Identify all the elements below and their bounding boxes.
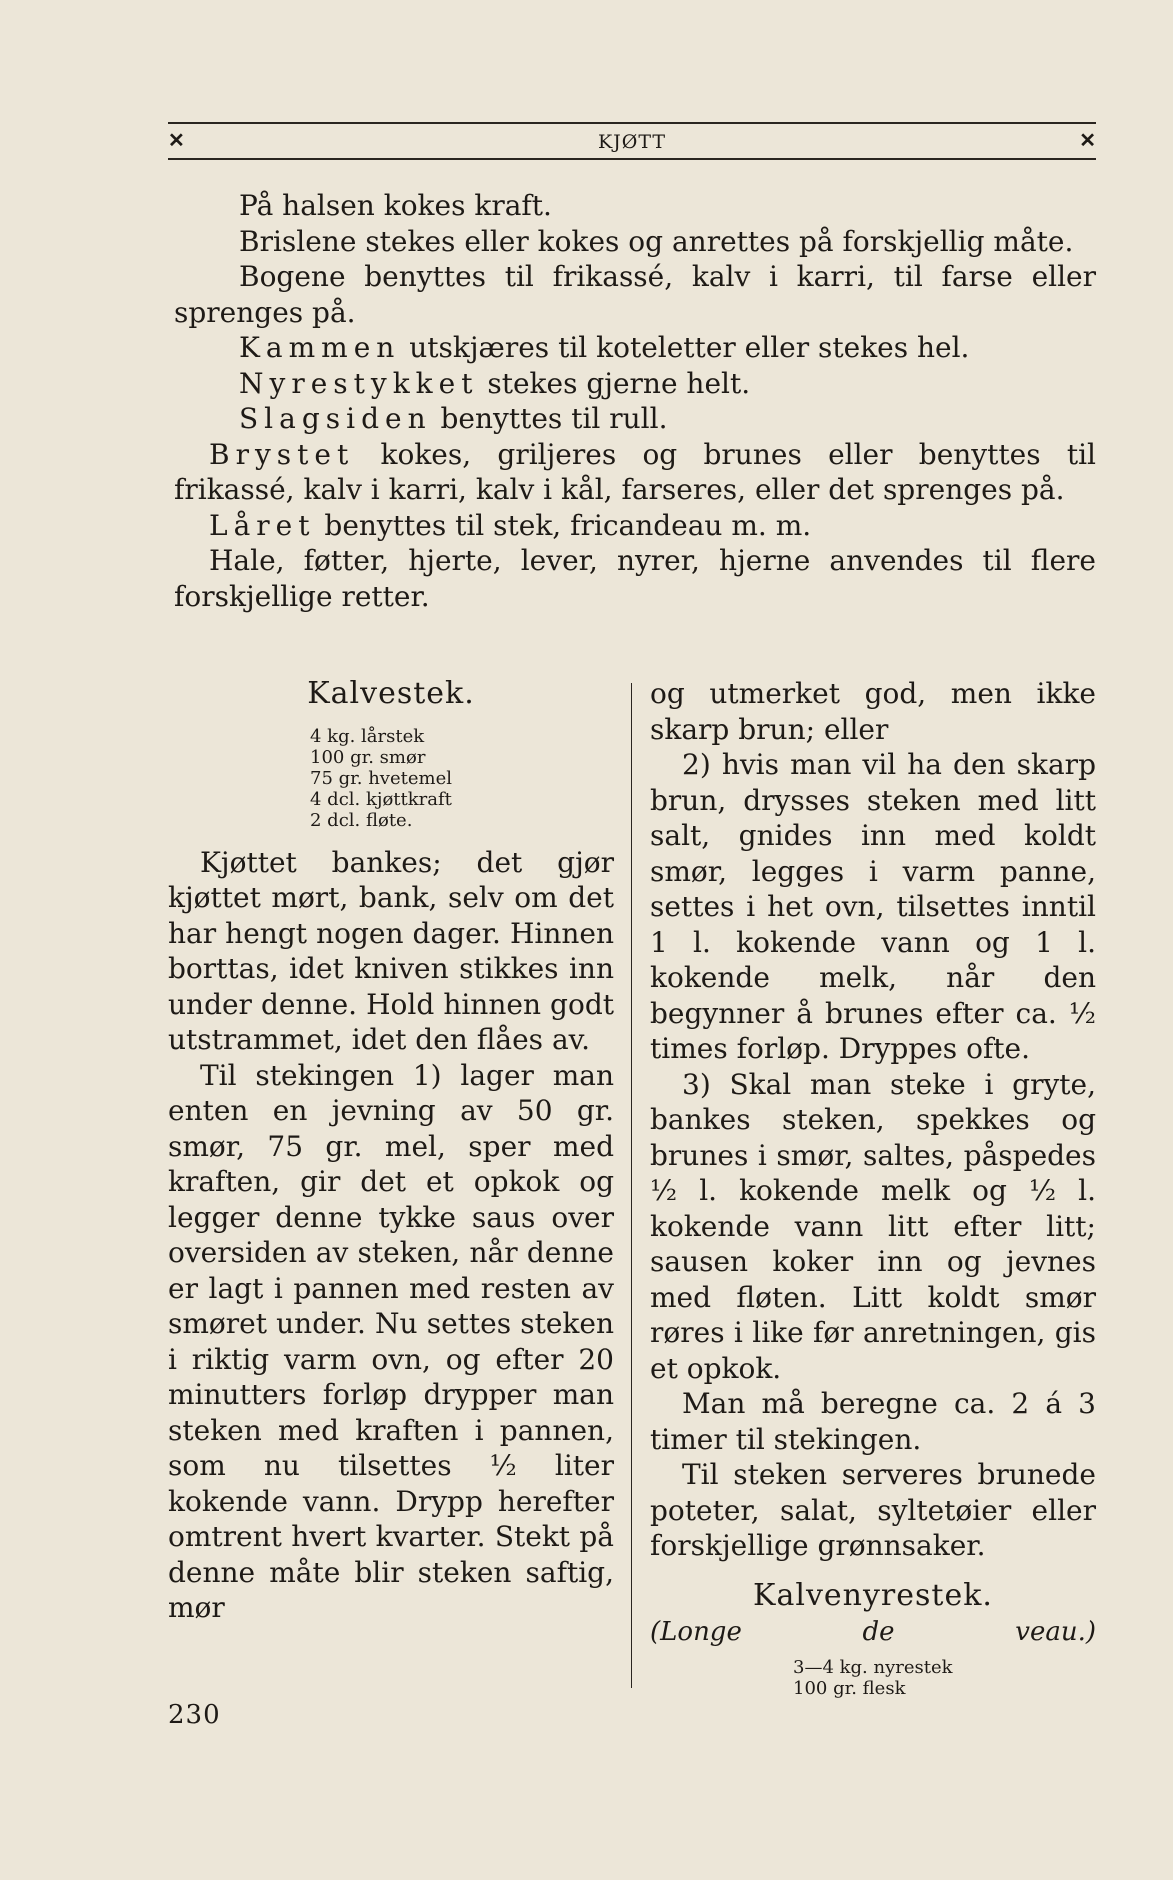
intro-line-6: Slagsiden benyttes til rull. — [239, 402, 668, 435]
ingredient-item: 100 gr. smør — [310, 746, 426, 768]
ornament-left-icon: ✕ — [168, 128, 185, 152]
cut-kammen: Kammen — [239, 331, 401, 364]
paragraph: Kjøttet bankes; det gjør kjøttet mørt, bank, selv om det har hengt nogen dager. Hinnen borttas, idet kniven stikkes inn under denne. Hold hinnen godt utstrammet, idet den flåes av. — [168, 845, 614, 1056]
paragraph: 2) hvis man vil ha den skarp brun, drysses steken med litt salt, gnides inn med koldt smør, legges i varm panne, settes i het ovn, tilsettes inntil 1 l. kokende vann og 1 l. kokende melk, når den begynner å brunes efter ca. ½ times forløp. Dryppes ofte. — [650, 748, 1096, 1065]
header-title: KJØTT — [597, 131, 667, 153]
paragraph: Til stekingen 1) lager man enten en jevning av 50 gr. smør, 75 gr. mel, sper med kraften, gir det et opkok og legger denne tykke saus over oversiden av steken, når denne er lagt i pannen med resten av smøret under. Nu settes steken i riktig varm ovn, og efter 20 minutters forløp drypper man steken med kraften i pannen, som nu tilsettes ½ liter kokende vann. Drypp herefter omtrent hvert kvarter. Stekt på denne måte blir steken saftig, mør — [168, 1058, 614, 1624]
column-divider — [631, 683, 632, 1688]
recipe-title-kalvenyrestek: Kalvenyrestek. — [753, 1577, 993, 1613]
ingredient-item: 2 dcl. fløte. — [310, 809, 413, 831]
paragraph: Man må beregne ca. 2 á 3 timer til stekingen. — [650, 1387, 1096, 1456]
ingredient-item: 3—4 kg. nyrestek — [793, 1657, 953, 1678]
ingredient-item: 4 kg. lårstek — [310, 725, 425, 747]
paragraph: 3) Skal man steke i gryte, bankes steken, spekkes og brunes i smør, saltes, påspedes ½ l. kokende melk og ½ l. kokende vann litt efter litt; sausen koker inn og jevnes med fløten. Litt koldt smør røres i like før anretningen, gis et opkok. — [650, 1067, 1096, 1385]
cut-brystet: Brystet — [209, 437, 355, 471]
ingredient-list-kalvenyrestek — [650, 1657, 1096, 1699]
column-right — [650, 676, 1096, 1699]
intro-line-1: På halsen kokes kraft. — [239, 189, 552, 222]
intro-line-9: Hale, føtter, hjerte, lever, nyrer, hjerne anvendes til flere forskjellige retter. — [174, 544, 1096, 613]
recipe-subtitle: (Longe de veau.) — [650, 1617, 1096, 1647]
ingredient-item: 100 gr. flesk — [793, 1678, 906, 1699]
intro-line-7: Brystet kokes, griljeres og brunes eller benyttes til frikassé, kalv i karri, kalv i kål, farseres, eller det sprenges på. — [174, 437, 1096, 506]
intro-line-3: Bogene benyttes til frikassé, kalv i karri, til farse eller sprenges på. — [174, 260, 1096, 329]
intro-line-2: Brislene stekes eller kokes og anrettes på forskjellig måte. — [239, 224, 1074, 258]
intro-text — [174, 188, 1096, 614]
running-header — [168, 122, 1096, 160]
ornament-right-icon: ✕ — [1079, 128, 1096, 152]
cut-laret: Låret — [209, 508, 316, 542]
page-number: 230 — [168, 1700, 221, 1730]
ingredient-list-kalvestek — [168, 726, 614, 831]
intro-line-4: Kammen utskjæres til koteletter eller stekes hel. — [239, 331, 970, 364]
cut-nyrestykket: Nyrestykket — [239, 366, 479, 400]
paragraph: og utmerket god, men ikke skarp brun; eller — [650, 677, 1096, 746]
column-left — [168, 676, 614, 1626]
cut-slagsiden: Slagsiden — [239, 402, 432, 435]
recipe-title-kalvestek: Kalvestek. — [307, 676, 475, 711]
ingredient-item: 75 gr. hvetemel — [310, 767, 452, 789]
intro-line-5: Nyrestykket stekes gjerne helt. — [239, 366, 751, 400]
header-rule-top — [168, 122, 1096, 124]
ingredient-item: 4 dcl. kjøttkraft — [310, 788, 452, 810]
paragraph: Til steken serveres brunede poteter, salat, syltetøier eller forskjellige grønnsaker. — [650, 1458, 1096, 1562]
intro-line-8: Låret benyttes til stek, fricandeau m. m. — [209, 508, 812, 542]
header-rule-bottom — [168, 158, 1096, 160]
